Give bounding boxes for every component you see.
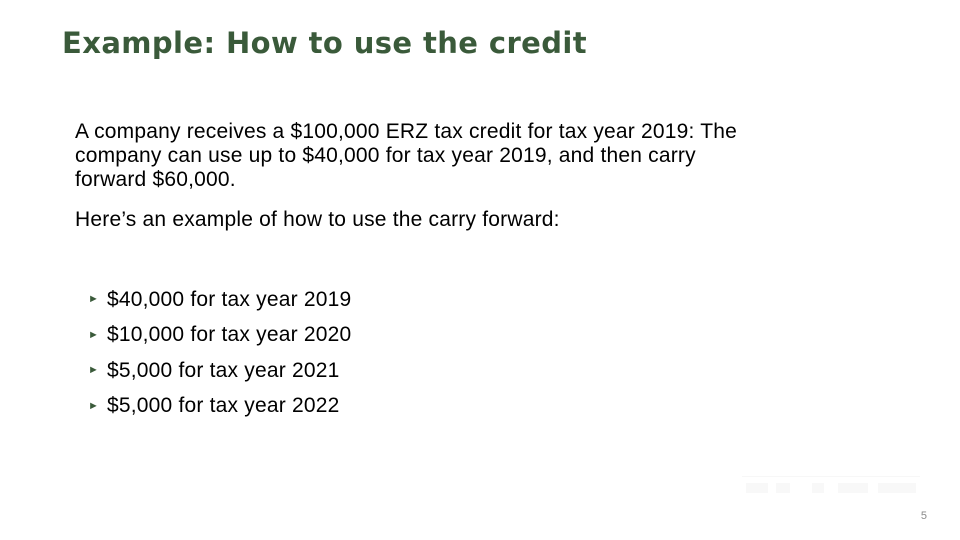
- page-number: 5: [920, 510, 927, 522]
- list-item: [88, 353, 351, 389]
- play-triangle-icon: ►: [88, 293, 100, 306]
- faint-footer-watermark: [742, 476, 920, 501]
- list-item-text: $5,000 for tax year 2021: [107, 358, 340, 382]
- slide-title: Example: How to use the credit: [62, 26, 587, 60]
- list-item-text: $5,000 for tax year 2022: [107, 394, 340, 418]
- lead-paragraph: Here’s an example of how to use the carry forward:: [75, 208, 560, 231]
- list-item: [88, 318, 351, 354]
- list-item: [88, 389, 351, 425]
- list-item-text: $10,000 for tax year 2020: [107, 323, 352, 347]
- list-item-text: $40,000 for tax year 2019: [107, 287, 352, 311]
- carry-forward-list: [88, 282, 351, 424]
- intro-paragraph: A company receives a $100,000 ERZ tax credit for tax year 2019: The company can use up to $40,000 for tax year 2019, and then carry forward $60,000.: [75, 120, 738, 191]
- play-triangle-icon: ►: [88, 328, 100, 341]
- play-triangle-icon: ►: [88, 364, 100, 377]
- list-item: [88, 282, 351, 318]
- play-triangle-icon: ►: [88, 399, 100, 412]
